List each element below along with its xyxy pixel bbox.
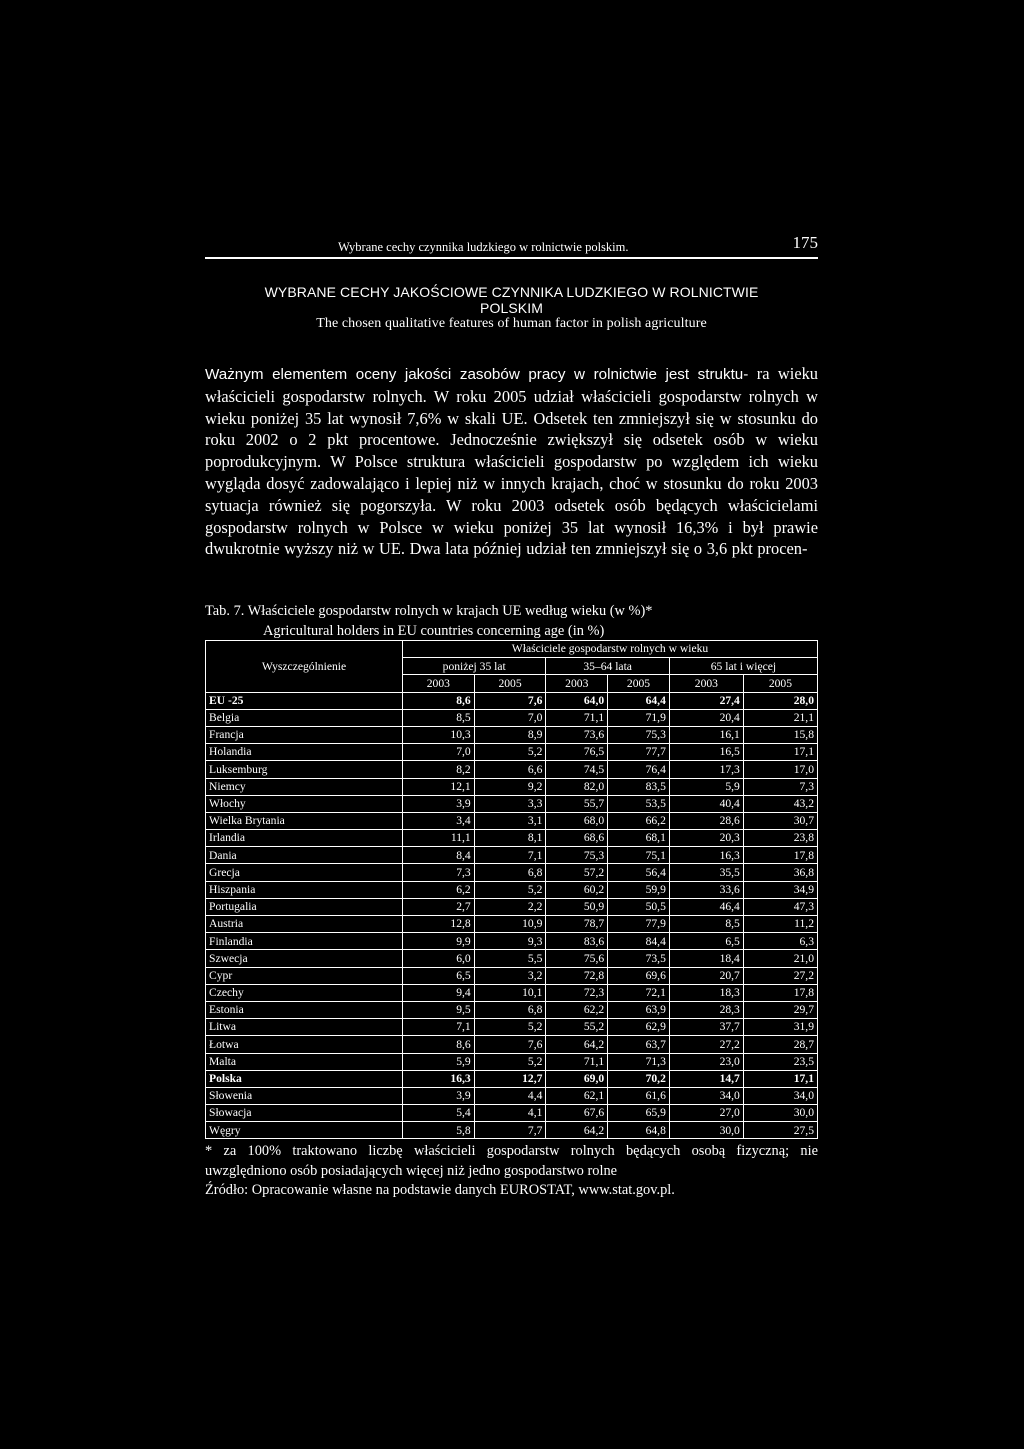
- value-cell: 68,1: [608, 830, 670, 847]
- value-cell: 30,7: [743, 812, 817, 829]
- value-cell: 69,6: [608, 967, 670, 984]
- value-cell: 53,5: [608, 795, 670, 812]
- value-cell: 9,3: [474, 933, 546, 950]
- value-cell: 78,7: [546, 916, 608, 933]
- country-cell: Belgia: [206, 709, 403, 726]
- country-cell: Hiszpania: [206, 881, 403, 898]
- table-row: [206, 795, 818, 812]
- table-row: [206, 778, 818, 795]
- running-head: [205, 235, 818, 259]
- year-header: 2003: [669, 675, 743, 692]
- value-cell: 8,6: [403, 1036, 475, 1053]
- value-cell: 2,7: [403, 898, 475, 915]
- value-cell: 20,7: [669, 967, 743, 984]
- value-cell: 17,1: [743, 744, 817, 761]
- country-cell: Wielka Brytania: [206, 812, 403, 829]
- value-cell: 3,9: [403, 795, 475, 812]
- country-cell: Holandia: [206, 744, 403, 761]
- page-number: 175: [792, 233, 818, 252]
- value-cell: 75,3: [546, 847, 608, 864]
- country-cell: Finlandia: [206, 933, 403, 950]
- value-cell: 23,0: [669, 1053, 743, 1070]
- value-cell: 50,5: [608, 898, 670, 915]
- body-paragraph: [205, 363, 818, 560]
- value-cell: 68,6: [546, 830, 608, 847]
- value-cell: 6,6: [474, 761, 546, 778]
- country-cell: Francja: [206, 726, 403, 743]
- value-cell: 63,9: [608, 1001, 670, 1018]
- value-cell: 17,3: [669, 761, 743, 778]
- value-cell: 10,9: [474, 916, 546, 933]
- table-row: [206, 950, 818, 967]
- table-row: [206, 847, 818, 864]
- value-cell: 8,6: [403, 692, 475, 709]
- value-cell: 9,5: [403, 1001, 475, 1018]
- table-caption-pl: Tab. 7. Właściciele gospodarstw rolnych w krajach UE według wieku (w %)*: [205, 603, 653, 619]
- year-header: 2005: [743, 675, 817, 692]
- value-cell: 71,1: [546, 1053, 608, 1070]
- value-cell: 30,0: [743, 1105, 817, 1122]
- value-cell: 64,2: [546, 1122, 608, 1139]
- value-cell: 23,5: [743, 1053, 817, 1070]
- table-notes: [205, 1142, 818, 1201]
- table-row: [206, 1019, 818, 1036]
- table-row: [206, 1070, 818, 1087]
- paragraph-text: ra wieku właścicieli gospodarstw rolnych. W roku 2005 udział właścicieli gospodarstw rolnych w wieku poniżej 35 lat wynosił 7,6% w skali UE. Odsetek ten zmniejszył się w stosunku do roku 2002 o 2 pkt procentowe. Jednocześnie zwiększył się odsetek osób w wieku poprodukcyjnym. W Polsce struktura właścicieli gospodarstw po względem ich wieku wygląda dosyć zadowalająco i lepiej niż w innych krajach, choć w stosunku do roku 2003 sytuacja również się pogorszyła. W roku 2003 odsetek osób będących właścicielami gospodarstw rolnych w Polsce w wieku poniżej 35 lat wynosił 16,3% i był prawie dwukrotnie wyższy niż w UE. Dwa lata później udział ten zmniejszył się o 3,6 pkt procen-: [205, 364, 818, 559]
- table-row: [206, 1105, 818, 1122]
- country-cell: Dania: [206, 847, 403, 864]
- value-cell: 46,4: [669, 898, 743, 915]
- country-cell: Malta: [206, 1053, 403, 1070]
- value-cell: 18,4: [669, 950, 743, 967]
- table-row: [206, 1087, 818, 1104]
- value-cell: 64,0: [546, 692, 608, 709]
- value-cell: 6,8: [474, 1001, 546, 1018]
- value-cell: 6,8: [474, 864, 546, 881]
- value-cell: 56,4: [608, 864, 670, 881]
- value-cell: 50,9: [546, 898, 608, 915]
- value-cell: 3,9: [403, 1087, 475, 1104]
- value-cell: 65,9: [608, 1105, 670, 1122]
- group-header: Właściciele gospodarstw rolnych w wieku: [403, 641, 818, 658]
- value-cell: 4,4: [474, 1087, 546, 1104]
- value-cell: 6,3: [743, 933, 817, 950]
- table-row: [206, 761, 818, 778]
- value-cell: 5,2: [474, 1053, 546, 1070]
- value-cell: 73,5: [608, 950, 670, 967]
- value-cell: 7,1: [403, 1019, 475, 1036]
- value-cell: 3,1: [474, 812, 546, 829]
- value-cell: 34,0: [669, 1087, 743, 1104]
- value-cell: 3,3: [474, 795, 546, 812]
- country-cell: Włochy: [206, 795, 403, 812]
- value-cell: 72,8: [546, 967, 608, 984]
- country-cell: Węgry: [206, 1122, 403, 1139]
- value-cell: 5,2: [474, 1019, 546, 1036]
- paragraph-first-line: Ważnym elementem oceny jakości zasobów pracy w rolnictwie jest struktu-: [205, 366, 749, 383]
- value-cell: 57,2: [546, 864, 608, 881]
- value-cell: 16,1: [669, 726, 743, 743]
- value-cell: 36,8: [743, 864, 817, 881]
- table-body: [206, 692, 818, 1139]
- table-row: [206, 864, 818, 881]
- value-cell: 15,8: [743, 726, 817, 743]
- value-cell: 71,3: [608, 1053, 670, 1070]
- value-cell: 10,3: [403, 726, 475, 743]
- table-row: [206, 1053, 818, 1070]
- country-cell: Estonia: [206, 1001, 403, 1018]
- value-cell: 60,2: [546, 881, 608, 898]
- value-cell: 75,6: [546, 950, 608, 967]
- country-cell: Czechy: [206, 984, 403, 1001]
- value-cell: 17,1: [743, 1070, 817, 1087]
- value-cell: 17,8: [743, 984, 817, 1001]
- value-cell: 67,6: [546, 1105, 608, 1122]
- value-cell: 40,4: [669, 795, 743, 812]
- country-cell: Luksemburg: [206, 761, 403, 778]
- value-cell: 69,0: [546, 1070, 608, 1087]
- value-cell: 8,4: [403, 847, 475, 864]
- value-cell: 14,7: [669, 1070, 743, 1087]
- value-cell: 7,3: [743, 778, 817, 795]
- country-cell: Austria: [206, 916, 403, 933]
- country-cell: Cypr: [206, 967, 403, 984]
- value-cell: 23,8: [743, 830, 817, 847]
- title-en: The chosen qualitative features of human factor in polish agriculture: [316, 316, 707, 331]
- table-row: [206, 812, 818, 829]
- value-cell: 11,1: [403, 830, 475, 847]
- value-cell: 62,2: [546, 1001, 608, 1018]
- value-cell: 12,8: [403, 916, 475, 933]
- value-cell: 72,3: [546, 984, 608, 1001]
- value-cell: 9,2: [474, 778, 546, 795]
- value-cell: 8,9: [474, 726, 546, 743]
- age-group-header: 65 lat i więcej: [669, 658, 817, 675]
- value-cell: 9,4: [403, 984, 475, 1001]
- value-cell: 73,6: [546, 726, 608, 743]
- value-cell: 27,4: [669, 692, 743, 709]
- value-cell: 31,9: [743, 1019, 817, 1036]
- year-header: 2005: [474, 675, 546, 692]
- year-header: 2003: [546, 675, 608, 692]
- value-cell: 12,7: [474, 1070, 546, 1087]
- value-cell: 16,3: [669, 847, 743, 864]
- value-cell: 8,5: [403, 709, 475, 726]
- country-cell: Niemcy: [206, 778, 403, 795]
- value-cell: 55,7: [546, 795, 608, 812]
- value-cell: 7,0: [403, 744, 475, 761]
- value-cell: 29,7: [743, 1001, 817, 1018]
- value-cell: 34,0: [743, 1087, 817, 1104]
- table-row: [206, 1036, 818, 1053]
- title-pl-line2: POLSKIM: [480, 300, 543, 316]
- value-cell: 77,9: [608, 916, 670, 933]
- value-cell: 28,0: [743, 692, 817, 709]
- value-cell: 5,8: [403, 1122, 475, 1139]
- value-cell: 27,2: [743, 967, 817, 984]
- value-cell: 7,6: [474, 1036, 546, 1053]
- value-cell: 61,6: [608, 1087, 670, 1104]
- article-title: [205, 284, 818, 332]
- value-cell: 34,9: [743, 881, 817, 898]
- running-title: Wybrane cechy czynnika ludzkiego w rolnictwie polskim.: [338, 240, 629, 254]
- value-cell: 84,4: [608, 933, 670, 950]
- value-cell: 35,5: [669, 864, 743, 881]
- table-row: [206, 881, 818, 898]
- value-cell: 16,3: [403, 1070, 475, 1087]
- value-cell: 83,5: [608, 778, 670, 795]
- table-caption: [205, 601, 818, 641]
- value-cell: 4,1: [474, 1105, 546, 1122]
- value-cell: 64,8: [608, 1122, 670, 1139]
- value-cell: 27,2: [669, 1036, 743, 1053]
- value-cell: 8,5: [669, 916, 743, 933]
- country-cell: Grecja: [206, 864, 403, 881]
- value-cell: 5,2: [474, 881, 546, 898]
- value-cell: 11,2: [743, 916, 817, 933]
- table-row: [206, 692, 818, 709]
- value-cell: 21,1: [743, 709, 817, 726]
- value-cell: 33,6: [669, 881, 743, 898]
- table-row: [206, 1001, 818, 1018]
- value-cell: 21,0: [743, 950, 817, 967]
- value-cell: 76,4: [608, 761, 670, 778]
- value-cell: 6,2: [403, 881, 475, 898]
- value-cell: 68,0: [546, 812, 608, 829]
- value-cell: 7,7: [474, 1122, 546, 1139]
- value-cell: 59,9: [608, 881, 670, 898]
- value-cell: 62,1: [546, 1087, 608, 1104]
- value-cell: 12,1: [403, 778, 475, 795]
- table-row: [206, 709, 818, 726]
- value-cell: 5,4: [403, 1105, 475, 1122]
- value-cell: 5,9: [669, 778, 743, 795]
- table-row: [206, 830, 818, 847]
- country-cell: Portugalia: [206, 898, 403, 915]
- value-cell: 71,1: [546, 709, 608, 726]
- value-cell: 7,6: [474, 692, 546, 709]
- value-cell: 75,1: [608, 847, 670, 864]
- value-cell: 43,2: [743, 795, 817, 812]
- country-cell: EU -25: [206, 692, 403, 709]
- footnote: * za 100% traktowano liczbę właścicieli gospodarstw rolnych będących osobą fizyczną; nie uwzględniono osób posiadających więcej niż jedno gospodarstwo rolne: [205, 1143, 818, 1179]
- value-cell: 76,5: [546, 744, 608, 761]
- value-cell: 6,0: [403, 950, 475, 967]
- table-row: [206, 967, 818, 984]
- value-cell: 2,2: [474, 898, 546, 915]
- value-cell: 7,3: [403, 864, 475, 881]
- value-cell: 3,2: [474, 967, 546, 984]
- value-cell: 6,5: [403, 967, 475, 984]
- country-cell: Polska: [206, 1070, 403, 1087]
- value-cell: 62,9: [608, 1019, 670, 1036]
- country-cell: Irlandia: [206, 830, 403, 847]
- table-caption-en: Agricultural holders in EU countries concerning age (in %): [263, 623, 605, 639]
- value-cell: 82,0: [546, 778, 608, 795]
- value-cell: 16,5: [669, 744, 743, 761]
- country-cell: Litwa: [206, 1019, 403, 1036]
- value-cell: 9,9: [403, 933, 475, 950]
- table-row: [206, 726, 818, 743]
- table-row: [206, 933, 818, 950]
- value-cell: 6,5: [669, 933, 743, 950]
- value-cell: 30,0: [669, 1122, 743, 1139]
- value-cell: 7,1: [474, 847, 546, 864]
- value-cell: 28,6: [669, 812, 743, 829]
- value-cell: 17,8: [743, 847, 817, 864]
- value-cell: 5,5: [474, 950, 546, 967]
- table-row: [206, 898, 818, 915]
- country-cell: Słowacja: [206, 1105, 403, 1122]
- age-group-header: poniżej 35 lat: [403, 658, 546, 675]
- value-cell: 37,7: [669, 1019, 743, 1036]
- country-cell: Słowenia: [206, 1087, 403, 1104]
- table-row: [206, 1122, 818, 1139]
- table-row: [206, 744, 818, 761]
- value-cell: 28,3: [669, 1001, 743, 1018]
- country-cell: Łotwa: [206, 1036, 403, 1053]
- value-cell: 75,3: [608, 726, 670, 743]
- value-cell: 18,3: [669, 984, 743, 1001]
- value-cell: 10,1: [474, 984, 546, 1001]
- value-cell: 64,4: [608, 692, 670, 709]
- value-cell: 64,2: [546, 1036, 608, 1053]
- value-cell: 55,2: [546, 1019, 608, 1036]
- value-cell: 63,7: [608, 1036, 670, 1053]
- value-cell: 71,9: [608, 709, 670, 726]
- value-cell: 17,0: [743, 761, 817, 778]
- value-cell: 77,7: [608, 744, 670, 761]
- country-cell: Szwecja: [206, 950, 403, 967]
- value-cell: 27,5: [743, 1122, 817, 1139]
- value-cell: 5,9: [403, 1053, 475, 1070]
- value-cell: 72,1: [608, 984, 670, 1001]
- value-cell: 74,5: [546, 761, 608, 778]
- value-cell: 83,6: [546, 933, 608, 950]
- year-header: 2005: [608, 675, 670, 692]
- row-header: Wyszczególnienie: [206, 641, 403, 693]
- value-cell: 8,2: [403, 761, 475, 778]
- value-cell: 66,2: [608, 812, 670, 829]
- value-cell: 70,2: [608, 1070, 670, 1087]
- source-note: Źródło: Opracowanie własne na podstawie danych EUROSTAT, www.stat.gov.pl.: [205, 1182, 675, 1198]
- table-row: [206, 916, 818, 933]
- value-cell: 28,7: [743, 1036, 817, 1053]
- value-cell: 3,4: [403, 812, 475, 829]
- value-cell: 47,3: [743, 898, 817, 915]
- age-group-header: 35–64 lata: [546, 658, 669, 675]
- title-pl-line1: WYBRANE CECHY JAKOŚCIOWE CZYNNIKA LUDZKIEGO W ROLNICTWIE: [264, 284, 759, 300]
- value-cell: 27,0: [669, 1105, 743, 1122]
- value-cell: 8,1: [474, 830, 546, 847]
- data-table: [205, 640, 818, 1139]
- value-cell: 20,4: [669, 709, 743, 726]
- value-cell: 7,0: [474, 709, 546, 726]
- table-row: [206, 984, 818, 1001]
- value-cell: 20,3: [669, 830, 743, 847]
- year-header: 2003: [403, 675, 475, 692]
- value-cell: 5,2: [474, 744, 546, 761]
